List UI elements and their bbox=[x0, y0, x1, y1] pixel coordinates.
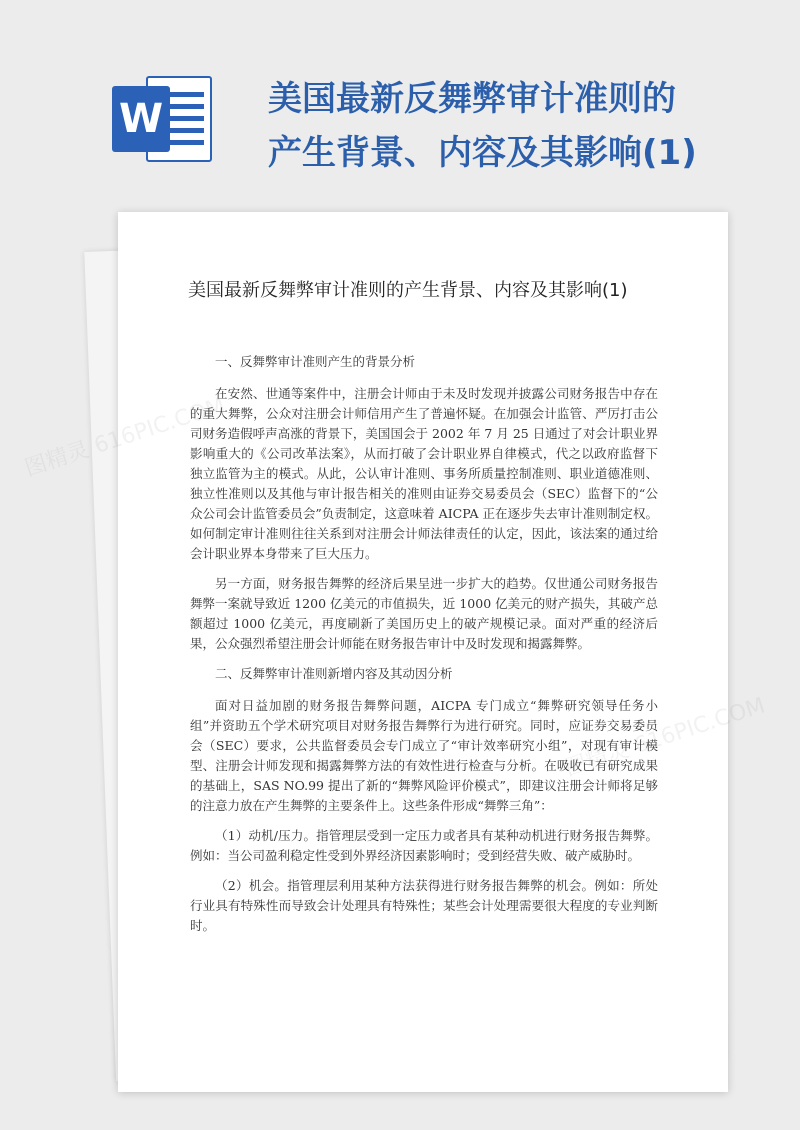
paragraph: 在安然、世通等案件中，注册会计师由于未及时发现并披露公司财务报告中存在的重大舞弊，公众对注册会计师信用产生了普遍怀疑。在加强会计监管、严厉打击公司财务造假呼声高涨的背景下，美国国会于 2002 年 7 月 25 日通过了对会计职业界影响重大的《公司改革法案》，从而打破了会计职业界自律模式，代之以政府监督下独立监管为主的模式。从此，公认审计准则、事务所质量控制准则、职业道德准则、独立性准则以及其他与审计报告相关的准则由证券交易委员会（SEC）监督下的“公众公司会计监管委员会”负责制定，这意味着 AICPA 正在逐步失去审计准则制定权。如何制定审计准则往往关系到对注册会计师法律责任的认定，因此，该法案的通过给会计职业界本身带来了巨大压力。 bbox=[190, 386, 658, 561]
list-item: （2）机会。指管理层利用某种方法获得进行财务报告舞弊的机会。例如：所处行业具有特殊性而导致会计处理具有特殊性；某些会计处理需要很大程度的专业判断时。 bbox=[190, 878, 658, 933]
word-document-icon bbox=[112, 76, 212, 162]
document-page bbox=[118, 212, 728, 1092]
banner bbox=[0, 0, 800, 200]
list-item: （1）动机/压力。指管理层受到一定压力或者具有某种动机进行财务报告舞弊。例如：当公司盈利稳定性受到外界经济因素影响时；受到经营失败、破产威胁时。 bbox=[190, 828, 658, 863]
word-w-letter: W bbox=[112, 86, 170, 152]
document-body bbox=[190, 352, 658, 946]
paragraph: 面对日益加剧的财务报告舞弊问题，AICPA 专门成立“舞弊研究领导任务小组”并资助五个学术研究项目对财务报告舞弊行为进行研究。同时，应证券交易委员会（SEC）要求，公共监督委员会专门成立了“审计效率研究小组”，对现有审计模型、注册会计师发现和揭露舞弊方法的有效性进行检查与分析。在吸收已有研究成果的基础上，SAS NO.99 提出了新的“舞弊风险评价模式”，即建议注册会计师将足够的注意力放在产生舞弊的主要条件上。这些条件形成“舞弊三角”： bbox=[190, 698, 658, 813]
page-title: 美国最新反舞弊审计准则的产生背景、内容及其影响(1) bbox=[188, 280, 628, 301]
section-heading: 二、反舞弊审计准则新增内容及其动因分析 bbox=[215, 666, 453, 681]
watermark: 图精灵 bbox=[21, 437, 93, 482]
banner-title: 美国最新反舞弊审计准则的产生背景、内容及其影响(1) bbox=[268, 79, 697, 173]
paragraph: 另一方面，财务报告舞弊的经济后果呈进一步扩大的趋势。仅世通公司财务报告舞弊一案就导致近 1200 亿美元的市值损失，近 1000 亿美元的财产损失，其破产总额超过 1000 亿美元，再度刷新了美国历史上的破产规模记录。面对严重的经济后果，公众强烈希望注册会计师能在财务报告审计中及时发现和揭露舞弊。 bbox=[190, 576, 658, 651]
section-heading: 一、反舞弊审计准则产生的背景分析 bbox=[215, 354, 416, 369]
